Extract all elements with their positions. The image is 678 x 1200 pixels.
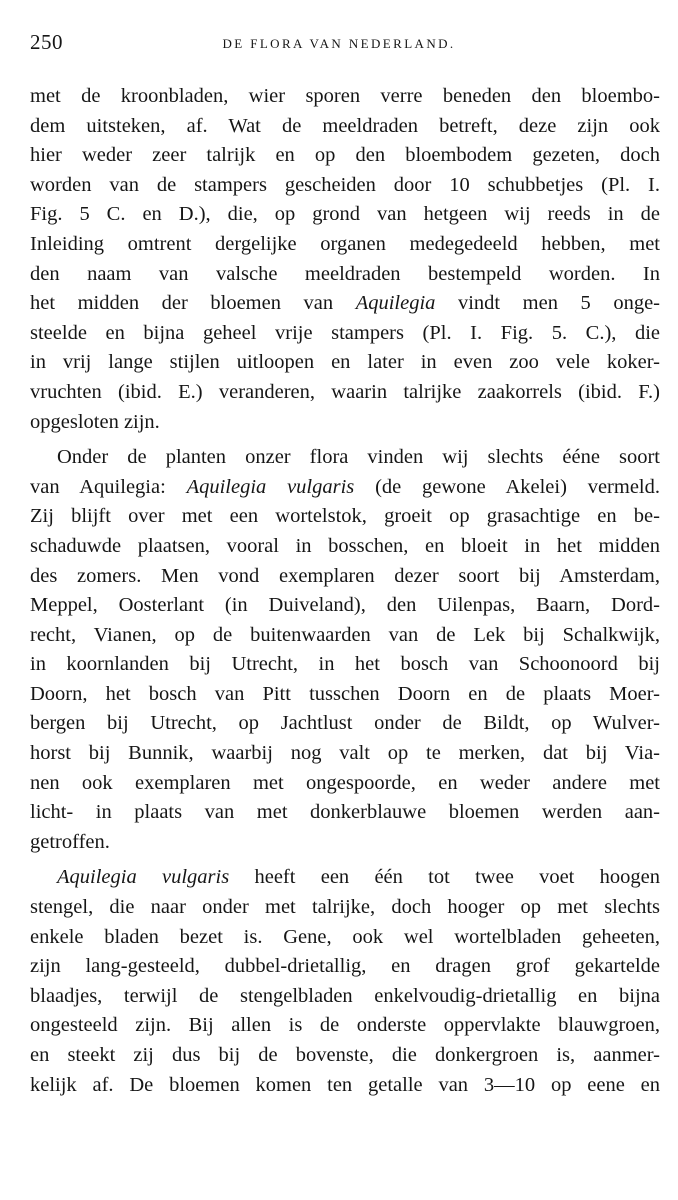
italic-taxon-name: Aquilegia vulgaris xyxy=(57,866,230,889)
text-line: hier weder zeer talrijk en op den bloembodem gezeten, doch xyxy=(30,144,660,167)
text-line: Inleiding omtrent dergelijke organen medegedeeld hebben, met xyxy=(30,232,660,255)
italic-taxon-name: Aquilegia xyxy=(355,292,436,315)
text-line: licht- in plaats van met donkerblauwe bloemen werden aan- xyxy=(30,801,660,824)
text-line: nen ook exemplaren met ongespoorde, en weder andere met xyxy=(30,771,660,794)
text-line: Aquilegia vulgaris heeft een één tot twee voet hoogen xyxy=(57,866,660,889)
text-line: steelde en bijna geheel vrije stampers (Pl. I. Fig. 5. C.), die xyxy=(30,321,660,344)
text-line: vruchten (ibid. E.) veranderen, waarin talrijke zaakorrels (ibid. F.) xyxy=(30,380,660,403)
text-line: den naam van valsche meeldraden bestempeld worden. In xyxy=(30,262,660,285)
text-line: Onder de planten onzer flora vinden wij slechts ééne soort xyxy=(57,446,660,469)
text-line: des zomers. Men vond exemplaren dezer soort bij Amsterdam, xyxy=(30,564,660,587)
paragraph-3 xyxy=(30,863,660,1100)
text-line: enkele bladen bezet is. Gene, ook wel wortelbladen geheeten, xyxy=(30,925,660,948)
text-line: in vrij lange stijlen uitloopen en later in even zoo vele koker- xyxy=(30,351,660,374)
text-line: en steekt zij dus bij de bovenste, die donkergroen is, aanmer- xyxy=(30,1044,660,1066)
text-line: schaduwde plaatsen, vooral in bosschen, en bloeit in het midden xyxy=(30,534,660,557)
text-line: horst bij Bunnik, waarbij nog valt op te merken, dat bij Via- xyxy=(30,742,660,765)
text-line: dem uitsteken, af. Wat de meeldraden betreft, deze zijn ook xyxy=(30,114,660,137)
text-line: met de kroonbladen, wier sporen verre beneden den bloembo- xyxy=(30,85,660,107)
text-line: recht, Vianen, op de buitenwaarden van de Lek bij Schalkwijk, xyxy=(30,623,660,646)
text-line: Meppel, Oosterlant (in Duiveland), den Uilenpas, Baarn, Dord- xyxy=(30,594,660,617)
text-line: Fig. 5 C. en D.), die, op grond van hetgeen wij reeds in de xyxy=(30,203,660,226)
running-head: DE FLORA VAN NEDERLAND. xyxy=(222,36,456,51)
text-line: opgesloten zijn. xyxy=(30,410,160,433)
text-line: getroffen. xyxy=(30,830,110,853)
text-line: blaadjes, terwijl de stengelbladen enkelvoudig-drietallig en bijna xyxy=(30,984,660,1007)
text-line: kelijk af. De bloemen komen ten getalle van 3—10 op eene en xyxy=(30,1073,660,1096)
text-line: worden van de stampers gescheiden door 10 schubbetjes (Pl. I. xyxy=(30,173,660,196)
body-text xyxy=(30,82,660,1100)
text-line: Doorn, het bosch van Pitt tusschen Doorn en de plaats Moer- xyxy=(30,682,660,705)
text-line: bergen bij Utrecht, op Jachtlust onder de Bildt, op Wulver- xyxy=(30,712,660,735)
text-line: van Aquilegia: Aquilegia vulgaris (de gewone Akelei) vermeld. xyxy=(30,475,660,498)
page-number: 250 xyxy=(30,30,63,54)
text-line: ongesteeld zijn. Bij allen is de onderste oppervlakte blauwgroen, xyxy=(30,1014,660,1037)
paragraph-2 xyxy=(30,443,660,857)
text-line: stengel, die naar onder met talrijke, doch hooger op met slechts xyxy=(30,896,660,919)
text-line: het midden der bloemen van Aquilegia vindt men 5 onge- xyxy=(30,292,660,315)
text-line: in koornlanden bij Utrecht, in het bosch van Schoonoord bij xyxy=(30,653,660,676)
text-line: Zij blijft over met een wortelstok, groeit op grasachtige en be- xyxy=(30,505,660,528)
page-header xyxy=(30,30,648,58)
text-line: zijn lang-gesteeld, dubbel-drietallig, en dragen grof gekartelde xyxy=(30,955,660,978)
italic-taxon-name: Aquilegia vulgaris xyxy=(186,475,355,498)
paragraph-1 xyxy=(30,82,660,437)
